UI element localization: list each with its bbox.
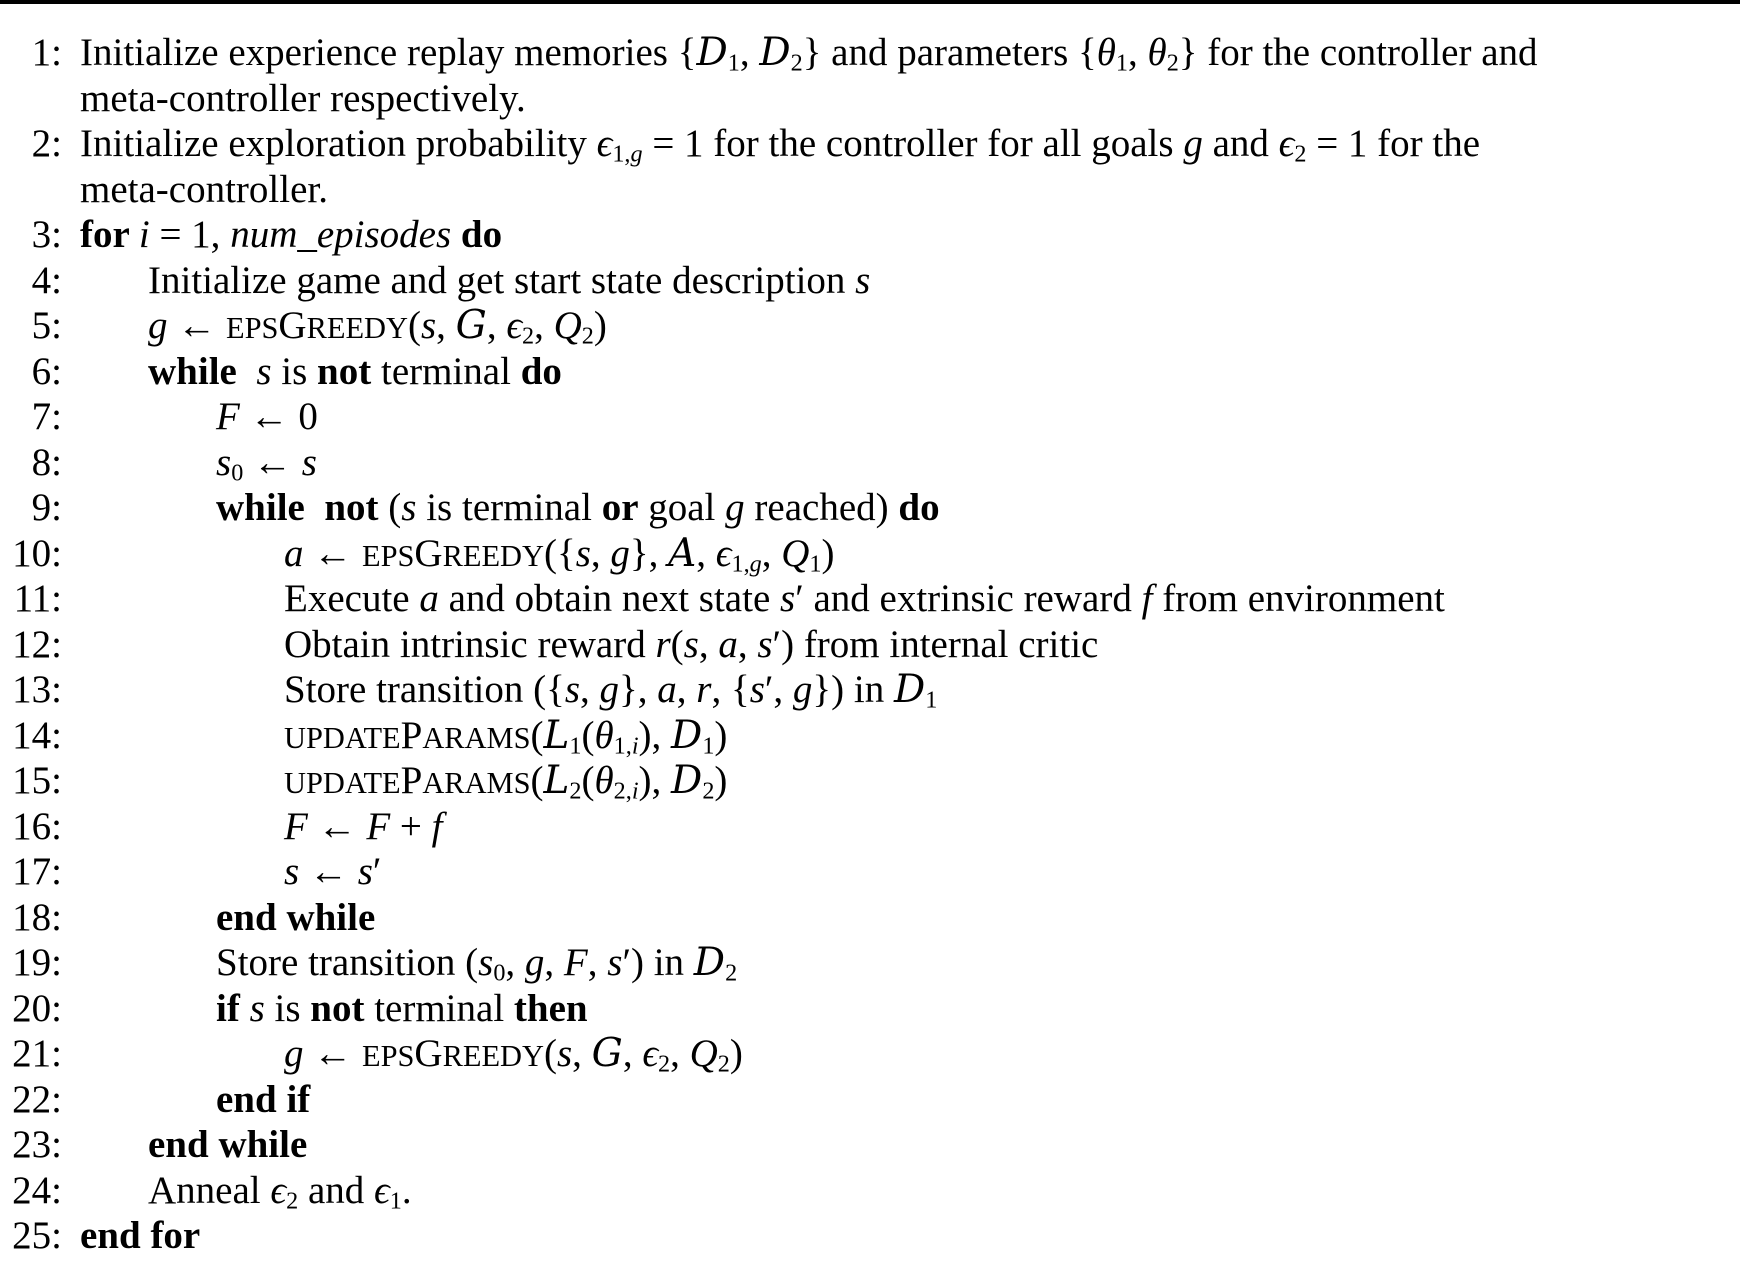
text-segment: then (513, 986, 588, 1030)
text-segment: if (216, 986, 250, 1030)
text-segment: { (677, 31, 697, 74)
text-segment: UPDATEPARAMS (284, 759, 531, 802)
text-segment: do (898, 486, 940, 529)
algorithm-line-4 (0, 167, 1740, 213)
line-content (80, 121, 1480, 167)
line-content (80, 349, 562, 395)
text-segment: 1 (569, 731, 582, 759)
text-segment: a (657, 668, 677, 711)
text-segment: ← (303, 1032, 362, 1075)
text-segment: is (271, 349, 318, 393)
line-number: 17: (12, 850, 62, 893)
line-number: 22: (12, 1077, 62, 1121)
algorithm-line-9 (0, 394, 1740, 440)
line-number: 19: (12, 941, 62, 984)
text-segment: G (455, 303, 487, 348)
text-segment: g (1183, 122, 1203, 165)
text-segment: = 1 for the controller for all goals (642, 122, 1184, 165)
text-segment: 2, (613, 777, 632, 805)
text-segment: i (138, 213, 150, 256)
text-segment: 2 (286, 1186, 299, 1214)
text-segment: ϵ (715, 531, 732, 575)
text-segment: g (792, 668, 813, 711)
text-segment: ), (638, 759, 672, 802)
algorithm-line-1 (0, 30, 1740, 76)
text-segment: UPDATEPARAMS (284, 713, 531, 757)
text-segment: ) (593, 304, 607, 347)
text-segment: ′ (764, 668, 774, 711)
text-segment: s (284, 850, 300, 893)
text-segment: terminal (371, 349, 521, 393)
text-segment: 2 (581, 322, 594, 350)
text-segment: 0 (231, 458, 244, 486)
algorithm-line-27 (0, 1213, 1740, 1259)
text-segment: num_episodes (230, 213, 452, 256)
text-segment: end while (148, 1123, 308, 1166)
text-segment: , (1128, 31, 1148, 74)
text-segment: 1, (612, 140, 631, 168)
text-segment: s (607, 941, 623, 984)
text-segment: EPSGREEDY (362, 1032, 544, 1075)
text-segment: ( (530, 759, 544, 802)
text-segment: ′ (772, 622, 782, 666)
text-segment: ϵ (642, 1032, 659, 1075)
line-number: 11: (13, 577, 62, 620)
line-content (80, 986, 588, 1032)
text-segment: goal (638, 486, 726, 529)
text-segment: L (543, 712, 570, 758)
line-content (80, 940, 737, 986)
text-segment: 1 (702, 731, 715, 759)
text-segment: r (655, 622, 671, 666)
text-segment: ( (378, 486, 402, 529)
text-segment: Execute (284, 577, 420, 620)
text-segment: do (460, 213, 503, 256)
text-segment: while (148, 349, 237, 393)
text-segment: ), (638, 713, 672, 757)
line-number: 4: (31, 258, 62, 302)
line-number: 13: (12, 668, 62, 711)
text-segment: not (317, 349, 372, 393)
text-segment: is terminal (416, 486, 602, 529)
text-segment: , (572, 1032, 592, 1075)
text-segment: g (630, 140, 643, 168)
text-segment: ) in (630, 941, 694, 984)
algorithm-line-16 (0, 713, 1740, 759)
algorithm-line-19 (0, 849, 1740, 895)
line-number: 2: (31, 122, 62, 165)
text-segment: ) (729, 1032, 743, 1075)
text-segment: }, (619, 668, 658, 711)
algorithm-line-22 (0, 986, 1740, 1032)
text-segment: i (631, 731, 639, 759)
text-segment: , (670, 1032, 690, 1075)
line-content (80, 212, 502, 258)
text-segment: } and parameters { (802, 31, 1097, 74)
text-segment: s (478, 941, 494, 984)
text-segment: or (601, 486, 639, 529)
algorithm-line-3 (0, 121, 1740, 167)
line-number: 14: (12, 713, 62, 757)
line-number: 3: (31, 213, 62, 256)
text-segment: s (556, 1032, 573, 1075)
text-segment: s (749, 668, 765, 711)
text-segment: , (773, 668, 793, 711)
text-segment: reached) (744, 486, 899, 529)
text-segment: 2 (1294, 140, 1307, 168)
text-segment: from environment (1152, 577, 1445, 620)
line-number: 1: (31, 31, 62, 74)
text-segment (305, 486, 325, 529)
text-segment: θ (594, 713, 614, 757)
algorithm-line-7 (0, 303, 1740, 349)
text-segment: Q (781, 531, 810, 575)
text-segment: f (1141, 577, 1153, 620)
text-segment: ( (581, 759, 595, 802)
line-content (80, 258, 870, 304)
text-segment: F (284, 804, 308, 848)
algorithm-line-23 (0, 1031, 1740, 1077)
text-segment: , (590, 531, 611, 575)
line-number: 9: (31, 486, 62, 529)
line-content (80, 849, 381, 895)
text-segment: , (698, 622, 719, 666)
algorithm-line-5 (0, 212, 1740, 258)
text-segment: s (780, 577, 796, 620)
text-segment: s (855, 258, 871, 302)
text-segment: D (893, 667, 926, 712)
text-segment: D (671, 758, 703, 803)
line-number: 23: (12, 1123, 62, 1166)
text-segment (237, 350, 257, 393)
line-number: 5: (31, 304, 62, 347)
text-segment: 0 (493, 959, 506, 987)
text-segment: + (390, 804, 432, 848)
text-segment: not (310, 986, 365, 1030)
text-segment: and extrinsic reward (803, 577, 1142, 620)
line-number: 12: (12, 622, 62, 666)
text-segment: Obtain intrinsic reward (284, 622, 656, 666)
text-segment: 2 (790, 49, 803, 77)
text-segment: meta-controller. (80, 167, 328, 211)
line-number: 15: (12, 759, 62, 802)
text-segment: EPSGREEDY (226, 304, 408, 347)
text-segment: θ (1096, 31, 1116, 74)
text-segment: not (324, 486, 379, 529)
text-segment: ( (407, 304, 421, 347)
text-segment: Initialize game and get start state description (148, 258, 856, 302)
text-segment: ϵ (374, 1168, 390, 1212)
algorithm-line-6 (0, 258, 1740, 304)
text-segment: Initialize exploration probability (80, 122, 597, 165)
text-segment: ({ (543, 531, 576, 575)
text-segment: D (693, 940, 726, 985)
text-segment: , (587, 941, 608, 984)
text-segment: g (284, 1032, 304, 1075)
text-segment: , (739, 31, 760, 74)
line-number: 7: (31, 395, 62, 438)
text-segment: g (599, 668, 620, 711)
text-segment: 2 (725, 959, 738, 987)
text-segment: , (696, 531, 716, 575)
text-segment: 2 (658, 1050, 671, 1078)
text-segment: , (505, 941, 525, 984)
line-number: 18: (12, 895, 62, 939)
line-content (80, 1077, 310, 1123)
text-segment: ′ (372, 850, 382, 893)
text-segment: ϵ (596, 122, 613, 165)
text-segment: ) (714, 759, 728, 802)
text-segment: ← (243, 440, 302, 484)
line-number: 20: (12, 986, 62, 1030)
text-segment: a (284, 531, 304, 575)
line-content (80, 713, 727, 759)
line-content (80, 167, 328, 213)
text-segment: F (216, 395, 240, 438)
text-segment: L (543, 758, 570, 803)
text-segment: g (749, 549, 762, 577)
text-segment: end while (216, 895, 376, 939)
text-segment: ′ (622, 941, 631, 984)
text-segment: and (1202, 122, 1279, 165)
text-segment: s (564, 668, 581, 711)
text-segment: 1 (727, 49, 740, 77)
text-segment: , (534, 304, 554, 347)
text-segment: 2 (702, 777, 715, 805)
text-segment: 1 (1115, 49, 1129, 77)
text-segment: a (718, 622, 738, 666)
text-segment: ← 0 (239, 395, 318, 438)
text-segment: 2 (717, 1050, 730, 1078)
text-segment: G (591, 1031, 623, 1076)
text-segment: is (264, 986, 311, 1030)
text-segment: i (631, 777, 639, 805)
algorithm-line-26 (0, 1168, 1740, 1214)
line-content (80, 76, 526, 122)
line-content (80, 895, 375, 941)
text-segment: r (696, 668, 712, 711)
text-segment: Anneal (148, 1168, 271, 1212)
text-segment: s (683, 622, 699, 666)
text-segment: ) (821, 531, 835, 575)
line-content (80, 667, 937, 713)
text-segment: ϵ (506, 304, 523, 347)
algorithm-line-25 (0, 1122, 1740, 1168)
text-segment: g (610, 531, 630, 575)
line-content (80, 394, 318, 440)
text-segment: ← (167, 304, 226, 347)
text-segment: 1 (925, 686, 938, 714)
text-segment: 1 (809, 549, 822, 577)
text-segment: ← (307, 804, 367, 848)
text-segment: a (419, 577, 439, 620)
line-content (80, 1168, 412, 1214)
text-segment: D (759, 30, 791, 75)
text-segment: D (671, 712, 703, 758)
text-segment: ← (299, 850, 358, 893)
algorithm-line-8 (0, 349, 1740, 395)
text-segment: θ (1147, 31, 1167, 74)
text-segment: F (563, 941, 588, 984)
algorithm-line-17 (0, 758, 1740, 804)
text-segment: ) (714, 713, 728, 757)
text-segment: = 1 for the (1306, 122, 1481, 165)
line-content (80, 1122, 307, 1168)
algorithm-line-15 (0, 667, 1740, 713)
text-segment: ( (581, 713, 595, 757)
text-segment: s (256, 349, 272, 393)
text-segment: end for (80, 1214, 201, 1257)
text-segment: Initialize experience replay memories (80, 31, 678, 74)
algorithm-line-11 (0, 485, 1740, 531)
text-segment: s (757, 622, 773, 666)
line-content (80, 30, 1538, 76)
algorithm-line-18 (0, 804, 1740, 850)
text-segment: Q (689, 1032, 718, 1075)
text-segment: . (401, 1168, 412, 1212)
text-segment: , (737, 622, 758, 666)
text-segment: D (696, 30, 728, 75)
algorithm-line-14 (0, 622, 1740, 668)
line-content (80, 1213, 200, 1259)
line-content (80, 1031, 743, 1077)
text-segment: ( (543, 1032, 557, 1075)
text-segment: Q (553, 304, 582, 347)
text-segment: , (436, 304, 456, 347)
algorithm-line-24 (0, 1077, 1740, 1123)
text-segment: s (216, 440, 232, 484)
line-number: 25: (12, 1214, 62, 1257)
text-segment: s (575, 531, 591, 575)
text-segment: ← (303, 531, 362, 575)
text-segment: } for the controller and (1178, 31, 1538, 74)
top-rule (0, 0, 1740, 4)
line-content (80, 576, 1445, 622)
text-segment: and (298, 1168, 374, 1212)
text-segment: meta-controller respectively. (80, 76, 526, 120)
text-segment: ϵ (1278, 122, 1295, 165)
algorithm-line-20 (0, 895, 1740, 941)
text-segment: ) from internal critic (781, 622, 1099, 666)
line-content (80, 303, 607, 349)
algorithm-line-13 (0, 576, 1740, 622)
text-segment: 2 (1166, 49, 1179, 77)
text-segment: for (80, 213, 139, 256)
text-segment: g (524, 941, 545, 984)
text-segment: Store transition ( (216, 941, 479, 984)
text-segment: = 1, (149, 213, 231, 256)
text-segment: s (401, 486, 417, 529)
text-segment: F (366, 804, 391, 848)
text-segment: g (725, 486, 745, 529)
text-segment: , (580, 668, 600, 711)
text-segment: , (486, 304, 507, 347)
text-segment: terminal (364, 986, 514, 1030)
text-segment: while (216, 486, 305, 529)
algorithm-line-21 (0, 940, 1740, 986)
text-segment: end if (216, 1077, 311, 1121)
text-segment: g (148, 304, 168, 347)
text-segment: 1, (613, 731, 632, 759)
text-segment: do (520, 349, 562, 393)
line-number: 21: (12, 1032, 62, 1075)
line-content (80, 758, 727, 804)
text-segment: θ (594, 759, 614, 802)
text-segment: 1, (731, 549, 750, 577)
line-content (80, 440, 317, 486)
line-number: 8: (31, 440, 62, 484)
line-number (0, 167, 62, 213)
text-segment: , { (711, 668, 750, 711)
line-content (80, 485, 940, 531)
text-segment: s (301, 440, 317, 484)
text-segment: EPSGREEDY (362, 531, 544, 575)
text-segment: , (544, 941, 564, 984)
text-segment: A (668, 530, 697, 576)
line-number: 6: (31, 349, 62, 393)
line-number (0, 76, 62, 122)
algorithm-line-10 (0, 440, 1740, 486)
text-segment: , (622, 1032, 643, 1075)
text-segment (451, 213, 461, 256)
text-segment: 2 (569, 777, 582, 805)
algorithm-line-12 (0, 531, 1740, 577)
text-segment: }, (629, 531, 669, 575)
line-number: 10: (12, 531, 62, 575)
text-segment: f (431, 804, 443, 848)
line-number: 16: (12, 804, 62, 848)
text-segment: 1 (389, 1186, 402, 1214)
line-content (80, 622, 1098, 668)
line-content (80, 531, 835, 577)
text-segment: and obtain next state (438, 577, 780, 620)
text-segment: ϵ (270, 1168, 287, 1212)
text-segment: ( (670, 622, 684, 666)
line-number: 24: (12, 1168, 62, 1212)
text-segment: s (249, 986, 265, 1030)
text-segment: s (357, 850, 373, 893)
text-segment: ( (530, 713, 544, 757)
text-segment: , (761, 531, 782, 575)
text-segment: Store transition ({ (284, 668, 565, 711)
text-segment: s (420, 304, 437, 347)
text-segment: 2 (522, 322, 535, 350)
algorithm-line-2 (0, 76, 1740, 122)
text-segment: , (676, 668, 697, 711)
algorithm-lines (0, 30, 1740, 1259)
text-segment: ′ (795, 577, 804, 620)
line-content (80, 804, 443, 850)
text-segment: }) in (812, 668, 894, 711)
